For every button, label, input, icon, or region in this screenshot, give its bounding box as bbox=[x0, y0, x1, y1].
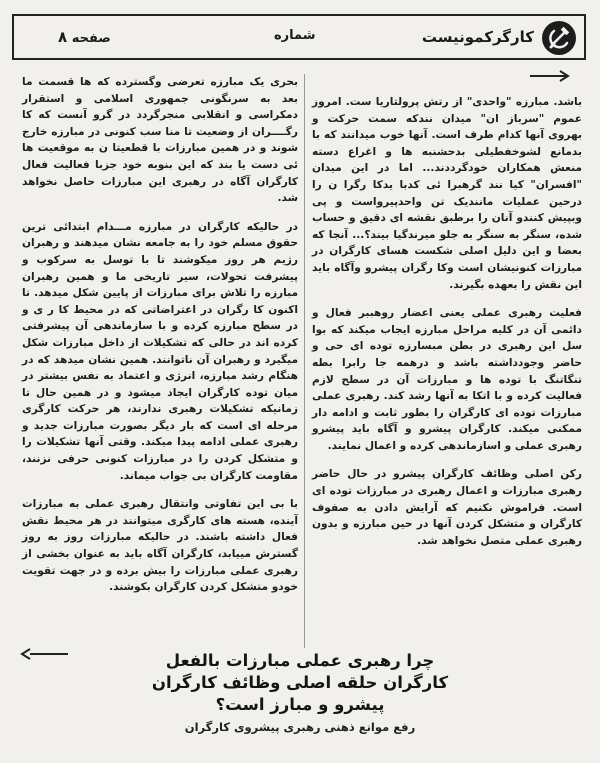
headline-line: چرا رهبری عملی مبارزات بالفعل bbox=[165, 651, 435, 670]
column-divider bbox=[304, 74, 305, 648]
left-column bbox=[22, 74, 298, 596]
page-number-label bbox=[54, 28, 111, 46]
paragraph: رکن اصلی وظائف کارگران پیشرو در حال حاضر رهبری مبارزات و اعمال رهبری در مبارزات توده ای است. فراموش نکنیم که آرایش دادن به صفوف کارگران و متشکل کردن آنها در حین مبارزه و بدون رهبری عملی متصل نخواهد شد. bbox=[312, 468, 582, 547]
paragraph: فعلیت رهبری عملی یعنی اعضار روهببر فعال و دائمی آن در کلیه مراحل مبارزه ایجاب میکند که بوا سل این رهبری در بطن مبسارزه توده ای حی و حاضر وجودداشته باشد و درهمه جا رابرا بطه تنگاتنگ با توده ها و مبارزات آن در سطح لازم فعالیت کرده و با اتکا به آنها رشد کند. رهبری عملی مبارزات توده ای کارگران را بطور ثابت و ادامه دار ممکنی میکند. کارگران پیشرو و آگاه باید پیشرو رهبری عملی و اسازماندهی کرده و اعمال نمایند. bbox=[312, 307, 582, 452]
paragraph: بحری یک مبارزه تعرضی وگسترده که ها قسمت ما بعد به سرنگونی جمهوری اسلامی و استقرار دمکراسی و انقلابی منجرگردد در گرو آنست که کا رگــــران از وضعیت تا منا سب کنونی در مبارزه خارج شوند و در همین مبارزات با قطعیتا ن به موقعیت ها ئی دست یا بند که این بنوبه خود جزبا فعالیت فعال کارگران آگاه در رهبری این مبارزات حاصل نخواهد شد. bbox=[22, 76, 298, 205]
page-label: صفحه bbox=[71, 31, 111, 46]
headline-line: پیشرو و مبارز است؟ bbox=[215, 695, 385, 714]
masthead-bar bbox=[12, 14, 586, 60]
publication-title: کارگرکمونیست bbox=[421, 28, 534, 46]
hammer-sickle-logo-icon bbox=[542, 21, 576, 55]
arrow-right-icon bbox=[528, 70, 570, 82]
article-headline bbox=[14, 650, 586, 716]
article-subheadline: رفع موانع ذهنی رهبری پیشروی کارگران bbox=[184, 720, 416, 734]
page-number: ۸ bbox=[58, 28, 68, 46]
headline-line: کارگران حلقه اصلی وظائف کارگران bbox=[151, 673, 449, 692]
issue-label: شماره bbox=[274, 28, 316, 43]
paragraph: در حالیکه کارگران در مبارزه مـــدام ابتدائی ترین حقوق مسلم خود را به جامعه نشان میدهند و رهبران رژیم هر روز میکوشند تا با توسل به سرکوب و پیشرفت تحولات، سیر تاریخی ما و همین رهبران مبارزه را تلاش برای مبارزات از پایین شکل میدهد. تا اکنون کا رگران در اعتراضاتی که در محیط کا ر ی و در سطح مبارزه کرده و با سازماندهی آن پیشرفتی کرده اند در حالی که تشکیلات از داخل مبارزات شکل میگیرد و رهبران آن ناتوانند. همین نشان میدهد که در هنگام رشد مبارزه، انرژی و اعتماد به نفس بیشتر در میان توده کارگران ایجاد میشود و در همین حال تا زمانیکه تشکیلات رهبری ندارند، هر حرکت کارگری مرحله ای است که بار دیگر بصورت مبارزات جدید و رهبری عملی ادامه پیدا میکند. وقتی آنها تشکیلات را و متشکل کردن را در مبارزات کنونی حرفی نزنند، مقاومت کارگران بی جواب میماند. bbox=[22, 220, 298, 482]
right-column bbox=[312, 94, 582, 549]
paragraph: باشد. مبارزه "واحدی" از رتش پرولتاریا ست. امروز عموم "سرباز ان" میدان نندکه سمت حرکت و بهروی آنها کدام طرف است. آنها خوب میدانند که با بدمانع لشوخفطیلی بدحشنبه ها و اغراع دسته منعش همکاران خودگرددند... اما در این میدان "افسران" کیا نند گرهبرا ئی کدبا یدکا رگرا ن را درحین عملیات مانندیک تن واحدپیرواست و پی وبپیش کنندو آنان را برطبق نقشه ای دقیق و حساب شده، سنگر به سنگر به جلو میرندگیا بیند؟... آنجا که بعضا و این دلیل اصلی شکست هسای کارگران در مبارزات کنونیشان است وکا رگران پیشرو وآگاه باید این نقش را بعهده بگیرند. bbox=[312, 96, 582, 291]
paragraph: با بی این تفاوتی وانتقال رهبری عملی به مبارزات آینده، هسته های کارگری میتوانند در هر محیط نقش فعال داشته باشند. در حالیکه مبارزات روز به روز گسترش مییابد، کارگران آگاه باید به عنوان بخشی از رهبری عملی مبارزات را بیش برده و در جهت تقویت خودو متشکل کردن کارگران بکوشند. bbox=[22, 498, 298, 594]
